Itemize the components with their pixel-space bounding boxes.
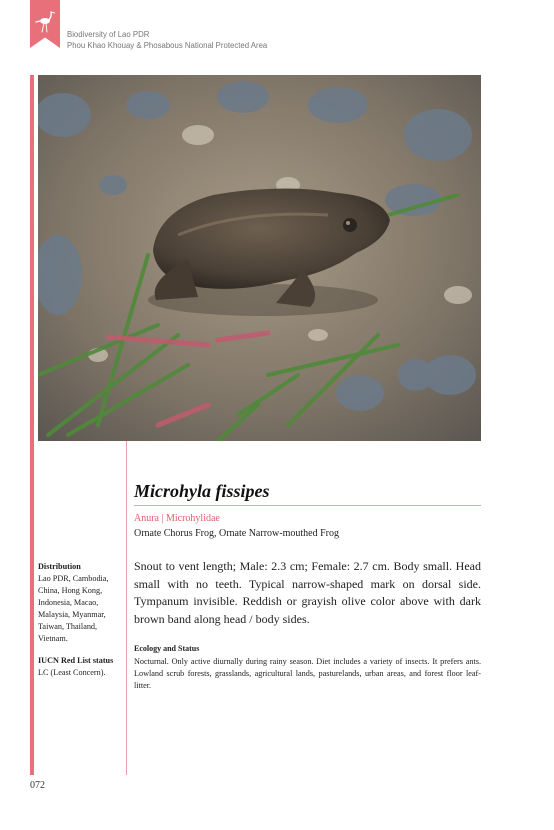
left-accent-bar xyxy=(30,75,34,775)
frog-photo xyxy=(38,75,481,441)
page-number: 072 xyxy=(30,780,45,791)
distribution-text: Lao PDR, Cambodia, China, Hong Kong, Indonesia, Macao, Malaysia, Myanmar, Taiwan, Thailand, Vietnam. xyxy=(38,574,109,643)
species-common-names: Ornate Chorus Frog, Ornate Narrow-mouthed Frog xyxy=(134,528,339,539)
header-bookmark-tab xyxy=(30,0,60,48)
column-divider xyxy=(126,441,127,775)
iucn-heading: IUCN Red List status xyxy=(38,656,114,665)
running-header xyxy=(67,29,267,51)
species-taxonomy: Anura | Microhylidae xyxy=(134,513,220,524)
ecology-text: Nocturnal. Only active diurnally during rainy season. Diet includes a variety of insects. It prefers ants. Lowland scrub forests, grasslands, agricultural lands, pasturelands, urban areas, and forest floor leaf-litter. xyxy=(134,657,481,690)
crane-icon xyxy=(34,9,56,35)
ecology-heading: Ecology and Status xyxy=(134,644,200,653)
title-rule xyxy=(134,505,481,506)
distribution-heading: Distribution xyxy=(38,562,81,571)
distribution-block xyxy=(38,561,124,645)
iucn-block xyxy=(38,655,124,679)
iucn-text: LC (Least Concern). xyxy=(38,668,106,677)
species-scientific-name: Microhyla fissipes xyxy=(134,481,270,501)
species-description: Snout to vent length; Male: 2.3 cm; Female: 2.7 cm. Body small. Head small with no teeth. Typical narrow-shaped mark on dorsal side. Tympanum invisible. Reddish or grayish olive color above with dark brown band along head / body sides. xyxy=(134,559,481,626)
running-header-line1: Biodiversity of Lao PDR xyxy=(67,30,150,39)
running-header-line2: Phou Khao Khouay & Phosabous National Protected Area xyxy=(67,41,268,50)
